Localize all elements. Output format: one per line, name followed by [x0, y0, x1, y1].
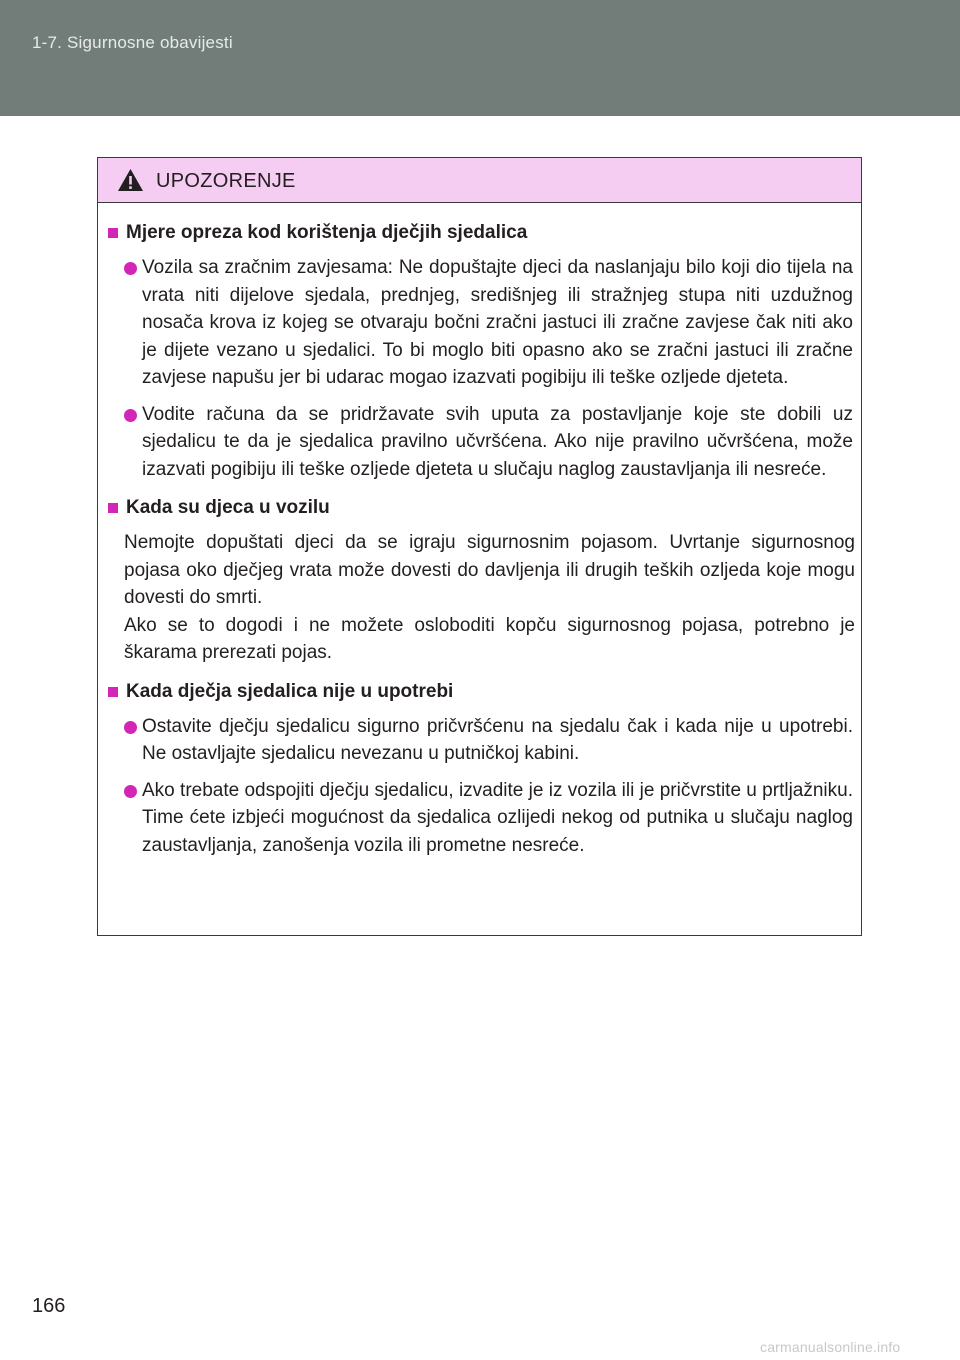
section-heading	[108, 495, 853, 521]
section-seat-not-in-use	[108, 679, 853, 860]
warning-title: UPOZORENJE	[156, 170, 296, 192]
chapter-title: 1-7. Sigurnosne obavijesti	[32, 33, 233, 52]
section-heading	[108, 679, 853, 705]
list-item-text: Vodite računa da se pridržavate svih uputa za postavljanje koje ste dobili uz sjedalicu te da je sjedalica pravilno učvršćena. Ako nije pravilno učvršćena, može izazvati pogibiju ili teške ozljede djeteta u slučaju naglog zaustavljanja ili nesreće.	[142, 403, 853, 480]
section-heading-text: Kada dječja sjedalica nije u upotrebi	[126, 680, 454, 702]
page-number: 166	[32, 1295, 66, 1317]
list-item-text: Ostavite dječju sjedalicu sigurno pričvršćenu na sjedalu čak i kada nije u upotrebi. Ne ostavljajte sjedalicu nevezanu u putničkoj kabini.	[142, 715, 853, 764]
section-heading-text: Mjere opreza kod korištenja dječjih sjedalica	[126, 222, 528, 243]
list-item	[124, 713, 853, 768]
section-children-in-vehicle	[108, 495, 853, 667]
round-bullet-icon	[124, 409, 137, 422]
section-heading-text: Kada su djeca u vozilu	[126, 497, 330, 518]
section-heading	[108, 220, 853, 246]
watermark: carmanualsonline.info	[760, 1339, 901, 1355]
round-bullet-icon	[124, 785, 137, 798]
square-bullet-icon	[108, 687, 118, 697]
list-item-text: Vozila sa zračnim zavjesama: Ne dopuštajte djeci da naslanjaju bilo koji dio tijela na vrata niti dijelove sjedala, prednjeg, središnjeg ili stražnjeg stupa niti uzdužnog nosača krova iz kojeg se otvaraju bočni zračni jastuci ili zračne zavjese čak niti ako je dijete vezano u sjedalici. To bi moglo biti opasno ako se zračni jastuci ili zračne zavjese napušu jer bi udarac mogao izazvati pogibiju ili teške ozljede djeteta.	[142, 257, 853, 388]
chapter-header-band	[0, 0, 960, 116]
list-item	[124, 777, 853, 860]
warning-body	[98, 203, 861, 859]
list-item	[124, 401, 853, 484]
paragraph: Ako se to dogodi i ne možete osloboditi kopču sigurnosnog pojasa, potrebno je škarama prerezati pojas.	[124, 614, 855, 663]
square-bullet-icon	[108, 503, 118, 513]
section-child-seat-precautions	[108, 220, 853, 483]
warning-header	[98, 158, 861, 203]
warning-box	[97, 157, 862, 936]
square-bullet-icon	[108, 228, 118, 238]
warning-triangle-icon	[117, 168, 144, 192]
list-item	[124, 254, 853, 392]
round-bullet-icon	[124, 262, 137, 275]
paragraph: Nemojte dopuštati djeci da se igraju sigurnosnim pojasom. Uvrtanje sigurnosnog pojasa oko dječjeg vrata može dovesti do davljenja ili drugih teških ozljeda koje mogu dovesti do smrti.	[124, 532, 855, 608]
list-item-text: Ako trebate odspojiti dječju sjedalicu, izvadite je iz vozila ili je pričvrstite u prtljažniku. Time ćete izbjeći mogućnost da sjedalica ozlijedi nekog od putnika u slučaju naglog zaustavljanja, zanošenja vozila ili prometne nesreće.	[142, 779, 853, 856]
round-bullet-icon	[124, 721, 137, 734]
